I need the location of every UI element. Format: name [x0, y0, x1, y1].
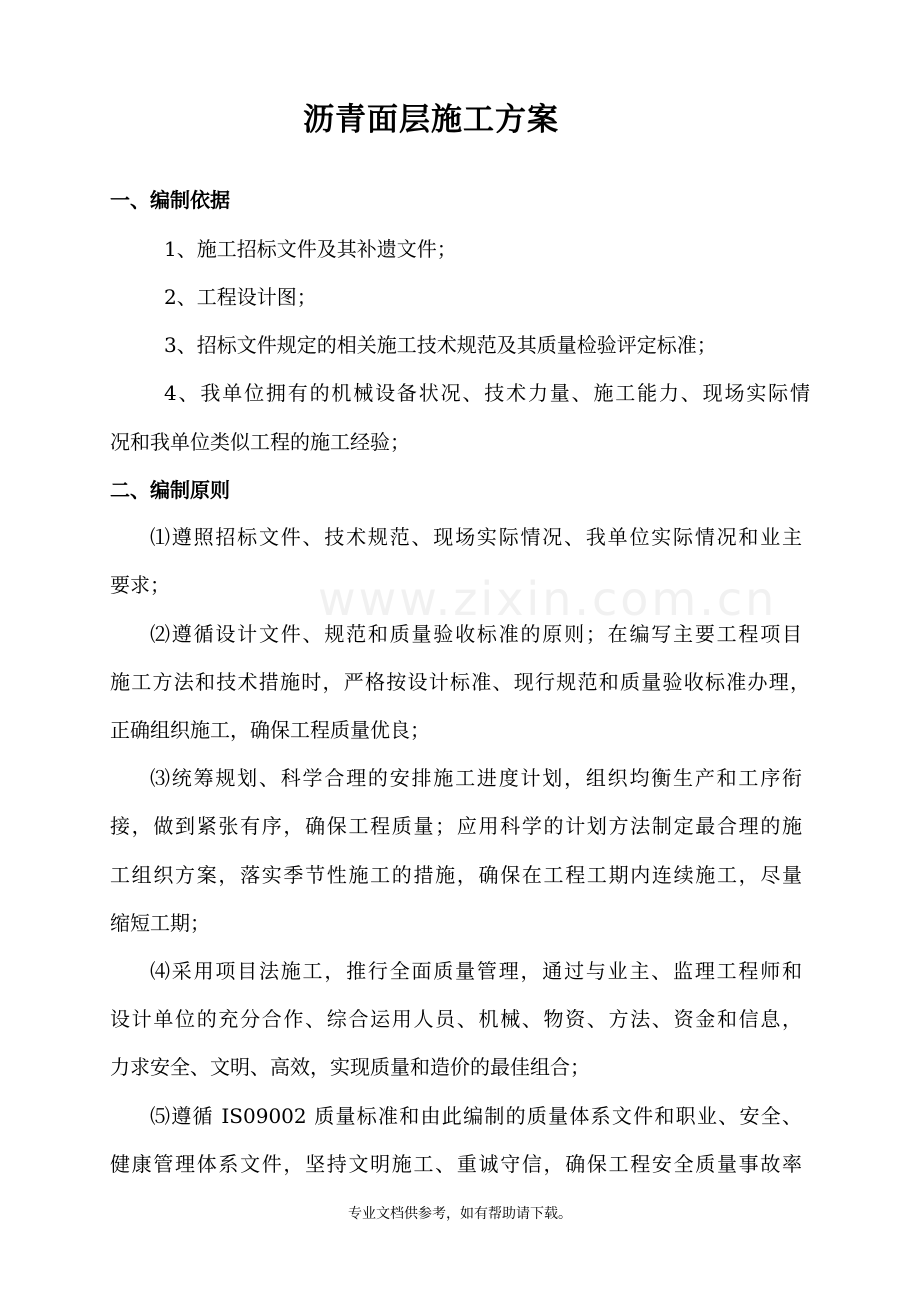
- page-footer: 专业文档供参考，如有帮助请下载。: [348, 1206, 572, 1222]
- principle-line: ⑵遵循设计文件、规范和质量验收标准的原则；在编写主要工程项目: [150, 622, 802, 646]
- principle-line: 力求安全、文明、高效，实现质量和造价的最佳组合；: [110, 1055, 590, 1079]
- basis-item-3: 3、招标文件规定的相关施工技术规范及其质量检验评定标准；: [164, 333, 717, 357]
- section-heading-principles: 二、编制原则: [110, 478, 230, 502]
- principle-line: ⑶统筹规划、科学合理的安排施工进度计划，组织均衡生产和工序衔: [150, 766, 802, 790]
- principle-line: ⑷采用项目法施工，推行全面质量管理，通过与业主、监理工程师和: [150, 959, 802, 983]
- watermark: www.zixin.com.cn: [318, 572, 778, 626]
- principle-line: 工组织方案，落实季节性施工的措施，确保在工程工期内连续施工，尽量: [110, 863, 802, 887]
- principle-line: 正确组织施工，确保工程质量优良；: [110, 718, 430, 742]
- principle-line: ⑸遵循 IS09002 质量标准和由此编制的质量体系文件和职业、安全、: [150, 1104, 802, 1128]
- basis-item-1: 1、施工招标文件及其补遗文件；: [164, 237, 457, 261]
- basis-item-4-cont: 况和我单位类似工程的施工经验；: [110, 430, 410, 454]
- basis-item-4: 4、我单位拥有的机械设备状况、技术力量、施工能力、现场实际情: [164, 381, 810, 405]
- document-title: 沥青面层施工方案: [303, 102, 559, 138]
- section-heading-basis: 一、编制依据: [110, 188, 230, 212]
- principle-line: 缩短工期；: [110, 911, 210, 935]
- principle-line: 接，做到紧张有序，确保工程质量；应用科学的计划方法制定最合理的施: [110, 814, 802, 838]
- principle-line: 设计单位的充分合作、综合运用人员、机械、物资、方法、资金和信息，: [110, 1007, 802, 1031]
- principle-line: 健康管理体系文件，坚持文明施工、重诚守信，确保工程安全质量事故率: [110, 1152, 802, 1176]
- principle-line: 施工方法和技术措施时，严格按设计标准、现行规范和质量验收标准办理，: [110, 670, 810, 694]
- principle-line: ⑴遵照招标文件、技术规范、现场实际情况、我单位实际情况和业主: [150, 525, 802, 549]
- basis-item-2: 2、工程设计图；: [164, 285, 317, 309]
- principle-line: 要求；: [110, 573, 170, 597]
